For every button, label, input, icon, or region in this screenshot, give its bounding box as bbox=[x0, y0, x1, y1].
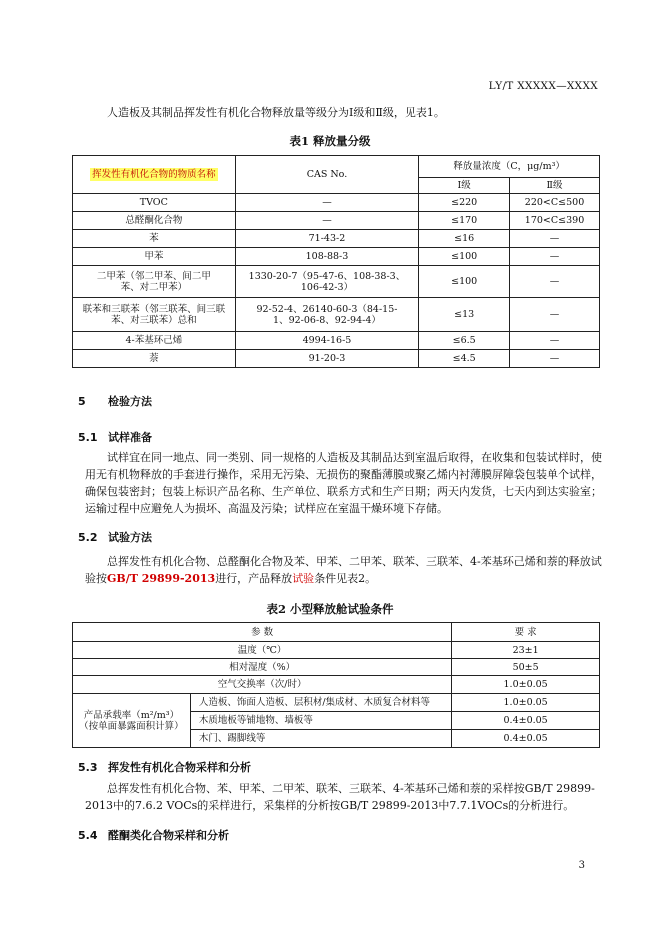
standard-code: LY/T XXXXX—XXXX bbox=[488, 80, 598, 92]
section-5-1-text: 试样宜在同一地点、同一类别、同一规格的人造板及其制品达到室温后取得，在收集和包装试样时，使用无有机物释放的手套进行操作，采用无污染、无损伤的聚酯薄膜或聚乙烯内衬薄膜屏障袋包装单个试样，确保包装密封；包装上标识产品名称、生产单位、联系方式和生产日期；两天内发货，七天内到达实验室；运输过程中应避免人为损坏、高温及污染；试样应在室温干燥环境下存储。 bbox=[85, 451, 602, 515]
header-level1: Ⅰ级 bbox=[419, 178, 510, 194]
header-concentration: 释放量浓度（C，μg/m³） bbox=[419, 156, 600, 178]
standard-reference: GB/T 29899-2013 bbox=[107, 572, 216, 585]
header-cas: CAS No. bbox=[235, 156, 419, 194]
section-5-heading: 5 检验方法 bbox=[78, 395, 152, 408]
table-row: 木门、踢脚线等 0.4±0.05 bbox=[73, 730, 600, 748]
table-row: 二甲苯（邻二甲苯、间二甲苯、对二甲苯） 1330-20-7（95-47-6、108-38-3、106-42-3） ≤100 — bbox=[73, 266, 600, 298]
table-row: 相对湿度（%） 50±5 bbox=[73, 659, 600, 676]
header-parameter: 参 数 bbox=[73, 623, 452, 642]
header-substance-name: 挥发性有机化合物的物质名称 bbox=[73, 156, 236, 194]
table-row: 萘 91-20-3 ≤4.5 — bbox=[73, 350, 600, 368]
table2-caption: 表2 小型释放舱试验条件 bbox=[266, 602, 394, 616]
table-row: 木质地板等铺地物、墙板等 0.4±0.05 bbox=[73, 712, 600, 730]
release-grade-table bbox=[72, 155, 600, 368]
section-5-2-text: 总挥发性有机化合物、总醛酮化合物及苯、甲苯、二甲苯、联苯、三联苯、4-苯基环己烯和萘的释放试验按GB/T 29899-2013进行，产品释放试验条件见表2。 bbox=[85, 555, 602, 585]
header-level2: Ⅱ级 bbox=[510, 178, 600, 194]
page-number: 3 bbox=[578, 860, 585, 871]
intro-paragraph: 人造板及其制品挥发性有机化合物释放量等级分为Ⅰ级和Ⅱ级，见表1。 bbox=[107, 106, 445, 119]
table-row: 4-苯基环己烯 4994-16-5 ≤6.5 — bbox=[73, 332, 600, 350]
table-row: 温度（℃） 23±1 bbox=[73, 642, 600, 659]
load-rate-label: 产品承载率（m²/m³） （按单面暴露面积计算） bbox=[73, 694, 191, 748]
table-row: 总醛酮化合物 — ≤170 170<C≤390 bbox=[73, 212, 600, 230]
table-row: 甲苯 108-88-3 ≤100 — bbox=[73, 248, 600, 266]
chamber-conditions-table bbox=[72, 622, 600, 748]
table-row: 空气交换率（次/时） 1.0±0.05 bbox=[73, 676, 600, 694]
section-5-1-heading: 5.1 试样准备 bbox=[78, 431, 152, 444]
table-row: 联苯和三联苯（邻三联苯、间三联苯、对三联苯）总和 92-52-4、26140-60-3（84-15-1、92-06-8、92-94-4） ≤13 — bbox=[73, 298, 600, 332]
section-5-3-heading: 5.3 挥发性有机化合物采样和分析 bbox=[78, 761, 251, 774]
section-5-3-text: 总挥发性有机化合物、苯、甲苯、二甲苯、联苯、三联苯、4-苯基环己烯和萘的采样按GB/T 29899-2013中的7.6.2 VOCs的采样进行，采集样的分析按GB/T 29899-2013中7.7.1VOCs的分析进行。 bbox=[85, 782, 595, 812]
header-requirement: 要 求 bbox=[452, 623, 600, 642]
table-row: TVOC — ≤220 220<C≤500 bbox=[73, 194, 600, 212]
table1-caption: 表1 释放量分级 bbox=[289, 134, 371, 148]
section-5-2-heading: 5.2 试验方法 bbox=[78, 531, 152, 544]
table-row: 苯 71-43-2 ≤16 — bbox=[73, 230, 600, 248]
table-row: 产品承载率（m²/m³） （按单面暴露面积计算） 人造板、饰面人造板、层积材/集成材、木质复合材料等 1.0±0.05 bbox=[73, 694, 600, 712]
section-5-4-heading: 5.4 醛酮类化合物采样和分析 bbox=[78, 829, 229, 842]
